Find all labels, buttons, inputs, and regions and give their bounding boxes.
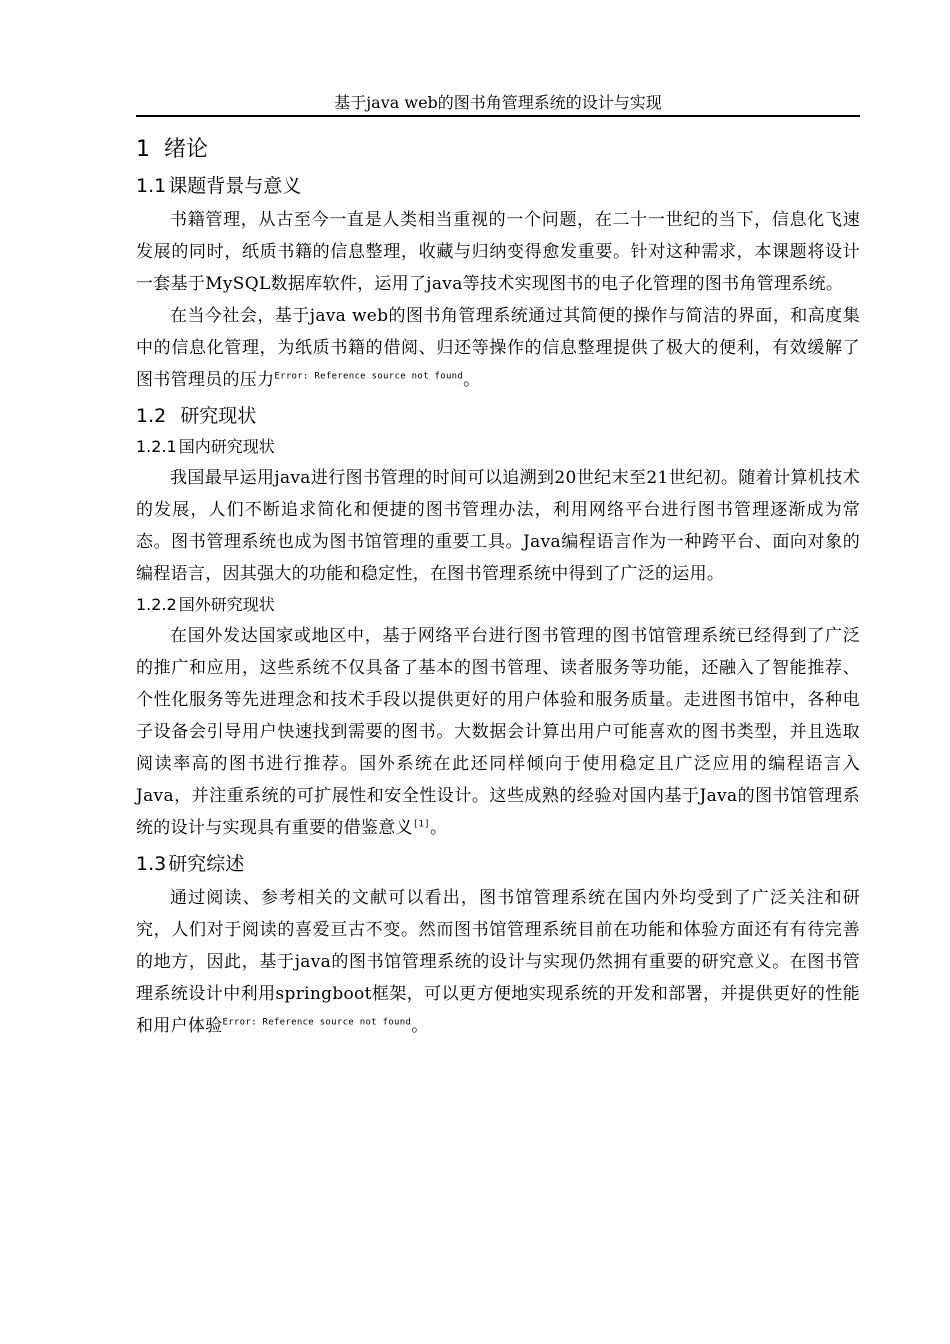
section-title: 研究现状 [180, 405, 257, 427]
paragraph [136, 620, 860, 844]
citation: Error: Reference source not found [274, 371, 464, 382]
paragraph-text: 在国外发达国家或地区中，基于网络平台进行图书管理的图书馆管理系统已经得到了广泛的推广和应用，这些系统不仅具备了基本的图书管理、读者服务等功能，还融入了智能推荐、个性化服务等先进理念和技术手段以提供更好的用户体验和服务质量。走进图书馆中，各种电子设备会引导用户快速找到需要的图书。大数据会计算出用户可能喜欢的图书类型，并且选取阅读率高的图书进行推荐。国外系统在此还同样倾向于使用稳定且广泛应用的编程语言入Java，并注重系统的可扩展性和安全性设计。这些成熟的经验对国内基于Java的图书馆管理系统的设计与实现具有重要的借鉴意义 [136, 626, 860, 838]
citation: [1] [412, 819, 430, 830]
subsection-heading-1-2-2 [136, 592, 860, 618]
paragraph-end: 。 [463, 370, 481, 390]
section-title: 研究综述 [168, 853, 245, 875]
chapter-number: 1 [136, 137, 150, 162]
chapter-title: 绪论 [164, 137, 209, 162]
running-header: 基于java web的图书角管理系统的设计与实现 [136, 91, 860, 117]
paragraph-end: 。 [429, 818, 448, 838]
citation: Error: Reference source not found [222, 1017, 412, 1028]
paragraph: 书籍管理，从古至今一直是人类相当重视的一个问题，在二十一世纪的当下，信息化飞速发展的同时，纸质书籍的信息整理，收藏与归纳变得愈发重要。针对这种需求，本课题将设计一套基于MySQL数据库软件，运用了java等技术实现图书的电子化管理的图书角管理系统。 [136, 210, 860, 294]
paragraph-end: 。 [411, 1016, 429, 1036]
section-number: 1.2 [136, 405, 167, 427]
section-heading-1-2 [136, 402, 860, 430]
subsection-title: 国外研究现状 [178, 595, 275, 614]
subsection-heading-1-2-1 [136, 434, 860, 460]
subsection-number: 1.2.1 [136, 437, 177, 456]
section-heading-1-3 [136, 850, 860, 878]
subsection-title: 国内研究现状 [178, 437, 275, 456]
chapter-heading [136, 134, 860, 166]
paragraph [136, 882, 860, 1042]
paragraph-text: 通过阅读、参考相关的文献可以看出，图书馆管理系统在国内外均受到了广泛关注和研究，人们对于阅读的喜爱亘古不变。然而图书馆管理系统目前在功能和体验方面还有有待完善的地方，因此，基于java的图书馆管理系统的设计与实现仍然拥有重要的研究意义。在图书管理系统设计中利用springboot框架，可以更方便地实现系统的开发和部署，并提供更好的性能和用户体验 [136, 888, 860, 1036]
section-number: 1.1 [136, 175, 167, 197]
subsection-number: 1.2.2 [136, 595, 177, 614]
paragraph-text: 在当今社会，基于java web的图书角管理系统通过其简便的操作与简洁的界面，和高度集中的信息化管理，为纸质书籍的借阅、归还等操作的信息整理提供了极大的便利，有效缓解了图书管理员的压力 [136, 306, 860, 390]
paragraph [136, 300, 860, 396]
paragraph: 我国最早运用java进行图书管理的时间可以追溯到20世纪末至21世纪初。随着计算机技术的发展，人们不断追求简化和便捷的图书管理办法，利用网络平台进行图书管理逐渐成为常态。图书管理系统也成为图书馆管理的重要工具。Java编程语言作为一种跨平台、面向对象的编程语言，因其强大的功能和稳定性，在图书管理系统中得到了广泛的运用。 [136, 468, 860, 584]
section-number: 1.3 [136, 853, 167, 875]
section-heading-1-1 [136, 172, 860, 200]
page-content [136, 134, 860, 1042]
section-title: 课题背景与意义 [168, 175, 302, 197]
